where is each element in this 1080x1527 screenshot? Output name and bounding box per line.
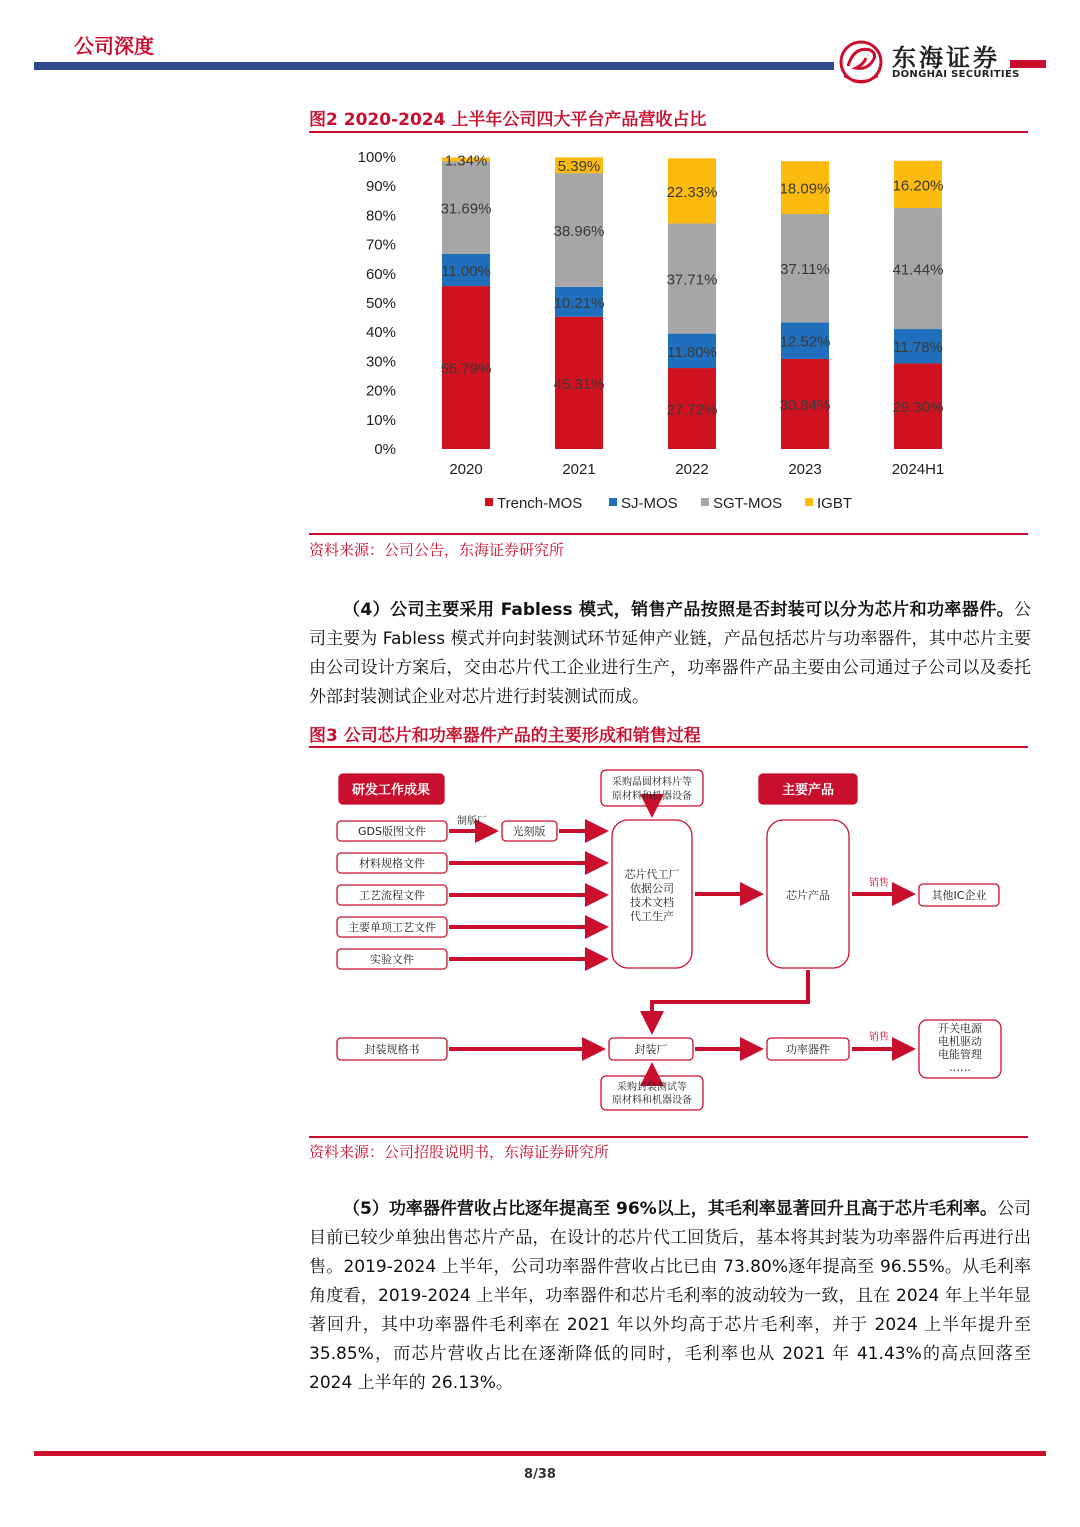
sales-label-2: 销售 bbox=[869, 1032, 889, 1043]
y-axis-ticks bbox=[358, 149, 396, 458]
material-spec-label: 材料规格文件 bbox=[359, 857, 425, 870]
data-label: 29.30% bbox=[892, 399, 944, 417]
packaging-plant-label: 封装厂 bbox=[634, 1043, 668, 1056]
paragraph-5 bbox=[309, 1195, 1031, 1398]
paragraph-5-heading: （5）功率器件营收占比逐年提高至 96%以上，其毛利率显著回升且高于芯片毛利率。 bbox=[343, 1199, 997, 1219]
raw-top-line2: 原材料和机器设备 bbox=[612, 791, 692, 802]
mask-maker-label: 制版厂 bbox=[457, 816, 487, 827]
main-products-label: 主要产品 bbox=[781, 783, 835, 798]
data-label: 31.69% bbox=[440, 200, 492, 218]
x-tick-label: 2023 bbox=[788, 461, 822, 478]
company-logo bbox=[836, 36, 1020, 88]
apps-line3: 电能管理 bbox=[938, 1048, 982, 1061]
x-tick-label: 2020 bbox=[449, 461, 483, 478]
figure3-bottom-rule bbox=[309, 1136, 1028, 1138]
data-label: 27.72% bbox=[666, 401, 718, 419]
sales-label-1: 销售 bbox=[869, 878, 889, 889]
y-tick-label: 100% bbox=[357, 149, 396, 166]
y-tick-label: 20% bbox=[365, 382, 396, 400]
data-label: 41.44% bbox=[892, 261, 944, 279]
raw-bottom-line2: 原材料和机器设备 bbox=[612, 1095, 692, 1106]
paragraph-4-body: 公司主要为 Fabless 模式并向封装测试环节延伸产业链，产品包括芯片与功率器件，其中芯片主要由公司设计方案后，交由芯片代工企业进行生产，功率器件产品主要由公司通过子公司以及委托外部封装测试企业对芯片进行封装测试而成。 bbox=[309, 600, 1031, 707]
legend-label: SJ-MOS bbox=[621, 495, 678, 512]
figure2-source: 资料来源：公司公告，东海证券研究所 bbox=[309, 541, 565, 559]
legend-swatch bbox=[609, 498, 617, 506]
rd-results-label: 研发工作成果 bbox=[351, 783, 431, 798]
data-label: 45.31% bbox=[553, 375, 605, 393]
foundry-line2: 依据公司 bbox=[630, 882, 674, 895]
process-flow-diagram bbox=[309, 760, 1028, 1132]
y-tick-label: 30% bbox=[365, 353, 396, 371]
apps-line4: …… bbox=[949, 1061, 971, 1074]
data-label: 55.79% bbox=[440, 360, 492, 378]
apps-line1: 开关电源 bbox=[938, 1022, 982, 1035]
other-ic-label: 其他IC企业 bbox=[931, 889, 987, 902]
x-tick-label: 2022 bbox=[675, 461, 709, 478]
header-rule-blue bbox=[34, 62, 834, 70]
gds-label: GDS版图文件 bbox=[358, 825, 426, 838]
x-tick-label: 2021 bbox=[562, 461, 596, 478]
photomask-label: 光刻版 bbox=[512, 825, 546, 838]
figure2-title: 图2 2020-2024 上半年公司四大平台产品营收占比 bbox=[309, 110, 707, 130]
data-label: 16.20% bbox=[892, 177, 944, 195]
raw-top-line1: 采购晶圆材料片等 bbox=[612, 777, 692, 788]
data-label: 37.11% bbox=[780, 261, 830, 279]
y-tick-label: 40% bbox=[365, 324, 396, 342]
y-tick-label: 0% bbox=[374, 441, 396, 458]
header-rule-red bbox=[1010, 60, 1046, 68]
data-label: 37.71% bbox=[666, 271, 718, 289]
legend-label: IGBT bbox=[817, 495, 853, 512]
data-label: 11.80% bbox=[667, 343, 717, 361]
data-label: 22.33% bbox=[666, 183, 718, 201]
y-tick-label: 50% bbox=[365, 295, 396, 312]
data-label: 1.34% bbox=[444, 152, 488, 170]
footer-rule bbox=[34, 1451, 1046, 1456]
arrow-chip-packaging bbox=[652, 970, 808, 1031]
data-label: 11.00% bbox=[441, 263, 491, 281]
legend-label: Trench-MOS bbox=[497, 495, 583, 512]
apps-line2: 电机驱动 bbox=[938, 1035, 982, 1048]
data-label: 30.84% bbox=[779, 396, 831, 414]
data-label: 38.96% bbox=[553, 223, 605, 240]
data-label: 5.39% bbox=[557, 158, 601, 176]
figure3-source: 资料来源：公司招股说明书，东海证券研究所 bbox=[309, 1143, 610, 1161]
foundry-line1: 芯片代工厂 bbox=[624, 868, 680, 881]
data-label: 18.09% bbox=[779, 180, 831, 198]
data-label: 12.52% bbox=[779, 333, 831, 351]
paragraph-5-body: 公司目前已较少单独出售芯片产品，在设计的芯片代工回货后，基本将其封装为功率器件后再进行出售。2019-2024 上半年，公司功率器件营收占比已由 73.80%逐年提高至 96.55%。从毛利率角度看，2019-2024 上半年，功率器件和芯片毛利率的波动较为一致，且在 2024 年上半年显著回升，其中功率器件毛利率在 2021 年以外均高于芯片毛利率，并于 2024 上半年提升至 35.85%，而芯片营收占比在逐渐降低的同时，毛利率也从 2021 年 41.43%的高点回落至 2024 上半年的 26.13%。 bbox=[309, 1199, 1031, 1393]
figure3-title: 图3 公司芯片和功率器件产品的主要形成和销售过程 bbox=[309, 726, 701, 746]
y-tick-label: 90% bbox=[365, 178, 396, 196]
package-spec-label: 封装规格书 bbox=[364, 1043, 420, 1056]
paragraph-4 bbox=[309, 596, 1031, 712]
dragon-emblem-icon bbox=[836, 36, 886, 88]
foundry-line3: 技术文档 bbox=[630, 896, 674, 909]
legend-swatch bbox=[701, 498, 709, 506]
y-tick-label: 60% bbox=[365, 265, 396, 283]
chip-product-label: 芯片产品 bbox=[786, 889, 830, 902]
foundry-line4: 代工生产 bbox=[630, 910, 674, 923]
chart-legend bbox=[485, 495, 852, 512]
page-number: 8/38 bbox=[524, 1467, 556, 1482]
power-device-label: 功率器件 bbox=[786, 1043, 830, 1056]
experiment-label: 实验文件 bbox=[370, 953, 414, 966]
y-tick-label: 80% bbox=[365, 207, 396, 225]
x-axis-ticks bbox=[449, 461, 944, 478]
figure3-title-rule bbox=[309, 746, 1028, 748]
section-tag: 公司深度 bbox=[74, 34, 154, 58]
data-label: 11.78% bbox=[893, 339, 943, 357]
y-tick-label: 70% bbox=[365, 236, 396, 254]
process-flow-label: 工艺流程文件 bbox=[359, 889, 425, 902]
y-tick-label: 10% bbox=[365, 411, 396, 429]
legend-swatch bbox=[485, 498, 493, 506]
figure2-title-rule bbox=[309, 131, 1028, 133]
unit-process-label: 主要单项工艺文件 bbox=[348, 921, 436, 934]
figure2-bottom-rule bbox=[309, 533, 1028, 535]
logo-text-cn: 东海证券 bbox=[892, 44, 1000, 72]
legend-swatch bbox=[805, 498, 813, 506]
data-label: 10.21% bbox=[553, 294, 605, 312]
paragraph-4-heading: （4）公司主要采用 Fabless 模式，销售产品按照是否封装可以分为芯片和功率器件。 bbox=[343, 600, 1014, 620]
logo-text-en: DONGHAI SECURITIES bbox=[892, 69, 1020, 80]
x-tick-label: 2024H1 bbox=[891, 461, 945, 478]
legend-label: SGT-MOS bbox=[713, 495, 783, 512]
stacked-bar-chart bbox=[309, 140, 1028, 520]
raw-bottom-line1: 采购封装测试等 bbox=[617, 1082, 687, 1093]
